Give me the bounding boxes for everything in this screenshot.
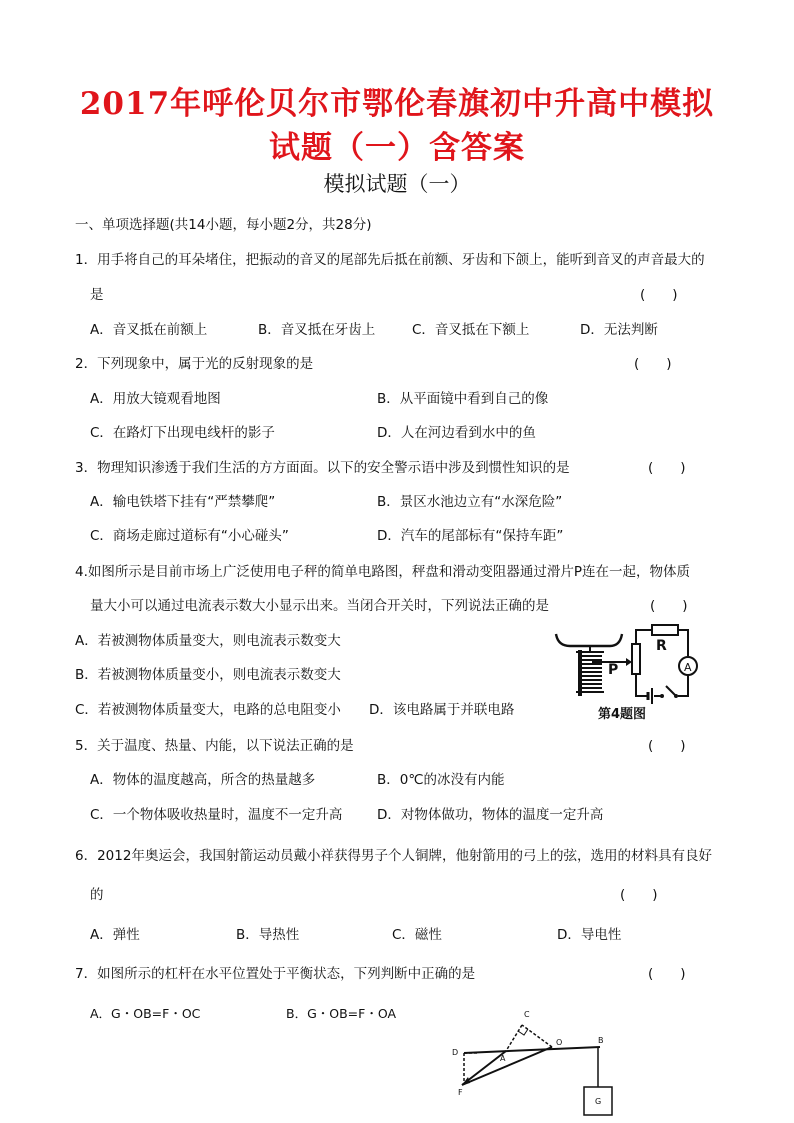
q5-option-d: D．对物体做功，物体的温度一定升高: [377, 807, 604, 823]
q4-stem-line-1: 4.如图所示是目前市场上广泛使用电子秤的简单电路图，秤盘和滑动变阻器通过滑片P连在一起，物体质: [75, 564, 691, 580]
q2-option-b: B．从平面镜中看到自己的像: [377, 391, 549, 407]
q6-answer-blank: ( ): [620, 887, 658, 903]
q6-option-d: D．导电性: [557, 927, 622, 943]
ammeter-label: A: [684, 661, 692, 674]
q1-option-d: D．无法判断: [580, 322, 658, 338]
q2-option-c: C．在路灯下出现电线杆的影子: [90, 425, 275, 441]
q1-option-b: B．音叉抵在牙齿上: [258, 322, 376, 338]
q1-answer-blank: ( ): [640, 287, 678, 303]
lever-label-b: B: [598, 1036, 604, 1045]
document-title-line-2: 试题（一）含答案: [269, 130, 525, 166]
q6-stem-line-2: 的: [90, 887, 104, 903]
q6-stem-line-1: 6．2012年奥运会，我国射箭运动员戴小祥获得男子个人铜牌，他射箭用的弓上的弦，选用的材料具有良好: [75, 848, 712, 864]
q2-option-d: D．人在河边看到水中的鱼: [377, 425, 536, 441]
q2-answer-blank: ( ): [634, 356, 672, 372]
q5-stem: 5．关于温度、热量、内能，以下说法正确的是: [75, 738, 354, 754]
section-heading: 一、单项选择题(共14小题，每小题2分，共28分): [75, 217, 372, 233]
q5-option-c: C．一个物体吸收热量时，温度不一定升高: [90, 807, 343, 823]
q4-option-c: C．若被测物体质量变大，电路的总电阻变小: [75, 702, 341, 718]
q6-option-c: C．磁性: [392, 927, 442, 943]
q6-option-b: B．导热性: [236, 927, 300, 943]
q3-option-c: C．商场走廊过道标有“小心碰头”: [90, 528, 289, 544]
q4-option-b: B．若被测物体质量变小，则电流表示数变大: [75, 667, 341, 683]
q4-figure-caption: 第4题图: [598, 707, 647, 722]
q5-option-b: B．0℃的冰没有内能: [377, 772, 505, 788]
switch-icon: [666, 686, 676, 696]
q3-stem: 3．物理知识渗透于我们生活的方方面面。以下的安全警示语中涉及到惯性知识的是: [75, 460, 570, 476]
resistor-r-icon: [652, 625, 678, 635]
lever-label-g: G: [595, 1097, 602, 1106]
q5-answer-blank: ( ): [648, 738, 686, 754]
q4-circuit-figure: [548, 620, 718, 724]
q3-option-b: B．景区水池边立有“水深危险”: [377, 494, 563, 510]
q4-option-a: A．若被测物体质量变大，则电流表示数变大: [75, 633, 341, 649]
resistor-label-r: R: [656, 638, 667, 654]
q6-option-a: A．弹性: [90, 927, 140, 943]
slider-label-p: P: [608, 662, 619, 678]
q1-stem-line-1: 1．用手将自己的耳朵堵住，把振动的音叉的尾部先后抵在前额、牙齿和下颌上，能听到音叉的声音最大的: [75, 252, 705, 268]
q7-answer-blank: ( ): [648, 966, 686, 982]
q7-option-b: B．G・OB=F・OA: [286, 1006, 397, 1021]
document-subtitle: 模拟试题（一）: [323, 172, 471, 196]
lever-label-o: O: [556, 1038, 563, 1047]
q4-stem-line-2: 量大小可以通过电流表示数大小显示出来。当闭合开关时，下列说法正确的是: [90, 598, 549, 614]
q3-option-a: A．输电铁塔下挂有“严禁攀爬”: [90, 494, 276, 510]
lever-label-c: C: [524, 1010, 530, 1019]
lever-label-a: A: [500, 1054, 506, 1063]
document-title-line-1: 2017年呼伦贝尔市鄂伦春旗初中升高中模拟: [79, 86, 715, 122]
q7-option-a: A．G・OB=F・OC: [90, 1006, 201, 1021]
q2-option-a: A．用放大镜观看地图: [90, 391, 221, 407]
q1-option-c: C．音叉抵在下额上: [412, 322, 530, 338]
q4-answer-blank: ( ): [650, 598, 688, 614]
q1-stem-line-2: 是: [90, 287, 104, 303]
scale-pan: [556, 634, 622, 646]
q2-stem: 2．下列现象中，属于光的反射现象的是: [75, 356, 314, 372]
q1-option-a: A．音叉抵在前额上: [90, 322, 208, 338]
lever-label-d: D: [452, 1048, 459, 1057]
lever-bar: [464, 1047, 600, 1053]
q4-option-d: D．该电路属于并联电路: [369, 702, 515, 718]
q7-stem: 7．如图所示的杠杆在水平位置处于平衡状态，下列判断中正确的是: [75, 966, 476, 982]
q5-option-a: A．物体的温度越高，所含的热量越多: [90, 772, 316, 788]
q7-lever-figure: [448, 1005, 628, 1123]
lever-label-f: F: [458, 1088, 463, 1097]
q3-option-d: D．汽车的尾部标有“保持车距”: [377, 528, 564, 544]
q3-answer-blank: ( ): [648, 460, 686, 476]
